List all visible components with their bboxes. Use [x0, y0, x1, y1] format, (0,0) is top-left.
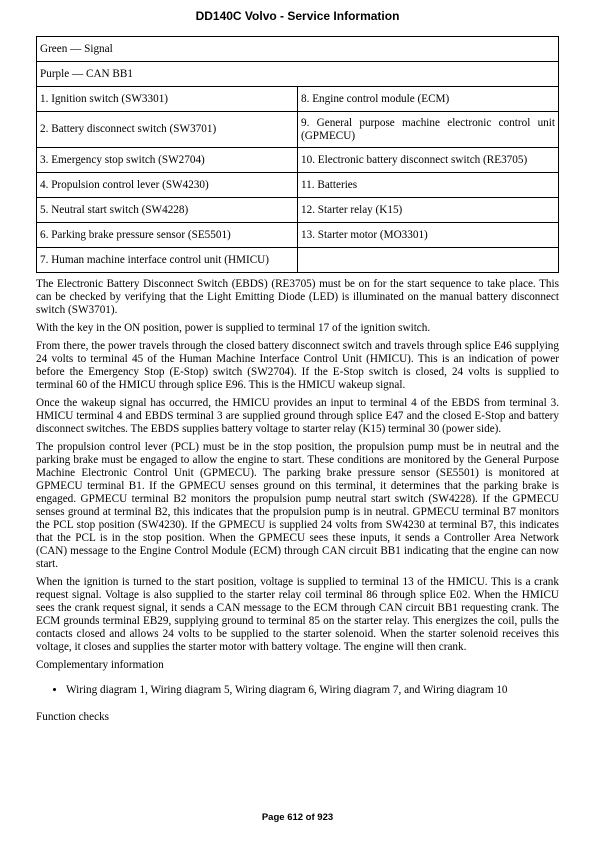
legend-item-empty [298, 248, 559, 273]
legend-item-4: 4. Propulsion control lever (SW4230) [37, 173, 298, 198]
legend-item-13: 13. Starter motor (MO3301) [298, 223, 559, 248]
legend-item-6: 6. Parking brake pressure sensor (SE5501) [37, 223, 298, 248]
legend-item-8: 8. Engine control module (ECM) [298, 87, 559, 112]
legend-row [37, 248, 559, 273]
legend-item-3: 3. Emergency stop switch (SW2704) [37, 148, 298, 173]
legend-color-purple: Purple — CAN BB1 [37, 62, 559, 87]
legend-item-5: 5. Neutral start switch (SW4228) [37, 198, 298, 223]
paragraph-wakeup: Once the wakeup signal has occurred, the HMICU provides an input to terminal 4 of the EBDS from terminal 3. HMICU terminal 4 and EBDS terminal 3 are supplied ground through splice E47 and the closed E-Stop and battery disconnect switches. The EBDS supplies battery voltage to starter relay (K15) terminal 30 (power side). [36, 397, 559, 435]
page-number: Page 612 of 923 [261, 812, 334, 823]
legend-row [37, 223, 559, 248]
legend-row [37, 112, 559, 148]
legend-item-9: 9. General purpose machine electronic control unit (GPMECU) [298, 112, 559, 148]
legend-row [37, 198, 559, 223]
wiring-diagram-list [36, 684, 559, 697]
paragraph-start-conditions: The propulsion control lever (PCL) must be in the stop position, the propulsion pump must be in neutral and the parking brake must be engaged to allow the engine to start. These conditions are monitored by the General Purpose Machine Electronic Control Unit (GPMECU). The parking brake pressure sensor (SE5501) is monitored at GPMECU terminal B1. If the GPMECU senses ground on this terminal, it determines that the parking brake is engaged. GPMECU terminal B2 monitors the propulsion pump neutral start switch (SW4228). If the GPMECU senses ground at terminal B2, this indicates that the propulsion pump is in neutral. GPMECU terminal B7 monitors the PCL stop position (SW4230). If the GPMECU is supplied 24 volts from SW4230 at terminal B7, this indicates that the PCL is in the stop position. When the GPMECU sees these inputs, it sends a Controller Area Network (CAN) message to the Engine Control Module (ECM) through CAN circuit BB1 indicating that the engine can now start. [36, 441, 559, 570]
paragraph-power-path: From there, the power travels through the closed battery disconnect switch and travels through splice E46 supplying 24 volts to terminal 45 of the Human Machine Interface Control Unit (HMICU). This is an indication of power before the Emergency Stop (E-Stop) switch (SW2704). If the E-Stop switch is closed, 24 volts is supplied to terminal 60 of the HMICU through splice E96. This is the HMICU wakeup signal. [36, 340, 559, 391]
legend-row-can [37, 62, 559, 87]
legend-item-12: 12. Starter relay (K15) [298, 198, 559, 223]
paragraph-crank: When the ignition is turned to the start position, voltage is supplied to terminal 13 of the HMICU. This is a crank request signal. Voltage is also supplied to the starter relay coil terminal 86 through splice E02. When the HMICU sees the crank request signal, it sends a CAN message to the ECM through CAN circuit BB1 requesting crank. The ECM grounds terminal EB29, supplying ground to terminal 85 on the starter relay. This energizes the coil, pulls the contacts closed and allows 24 volts to be supplied to the starter solenoid. When the starter solenoid receives this voltage, it closes and supplies the starter motor with battery voltage. The engine will then crank. [36, 576, 559, 653]
legend-item-10: 10. Electronic battery disconnect switch (RE3705) [298, 148, 559, 173]
legend-row [37, 148, 559, 173]
description-body [36, 278, 559, 729]
page-header-title: DD140C Volvo - Service Information [195, 9, 400, 23]
legend-row [37, 173, 559, 198]
legend-item-1: 1. Ignition switch (SW3301) [37, 87, 298, 112]
legend-row-signal [37, 37, 559, 62]
paragraph-key-on: With the key in the ON position, power is supplied to terminal 17 of the ignition switch. [36, 322, 431, 334]
legend-item-2: 2. Battery disconnect switch (SW3701) [37, 112, 298, 148]
legend-row [37, 87, 559, 112]
complementary-heading: Complementary information [36, 659, 164, 671]
legend-color-green: Green — Signal [37, 37, 559, 62]
function-checks-heading: Function checks [36, 711, 110, 723]
legend-item-11: 11. Batteries [298, 173, 559, 198]
wiring-diagram-links[interactable]: • Wiring diagram 1, Wiring diagram 5, Wiring diagram 6, Wiring diagram 7, and Wiring diagram 10 [66, 684, 559, 697]
legend-item-7: 7. Human machine interface control unit (HMICU) [37, 248, 298, 273]
paragraph-ebds: The Electronic Battery Disconnect Switch (EBDS) (RE3705) must be on for the start sequence to take place. This can be checked by verifying that the Light Emitting Diode (LED) is illuminated on the manual battery disconnect switch (SW3701). [36, 278, 559, 316]
wiring-legend-table [36, 36, 559, 273]
